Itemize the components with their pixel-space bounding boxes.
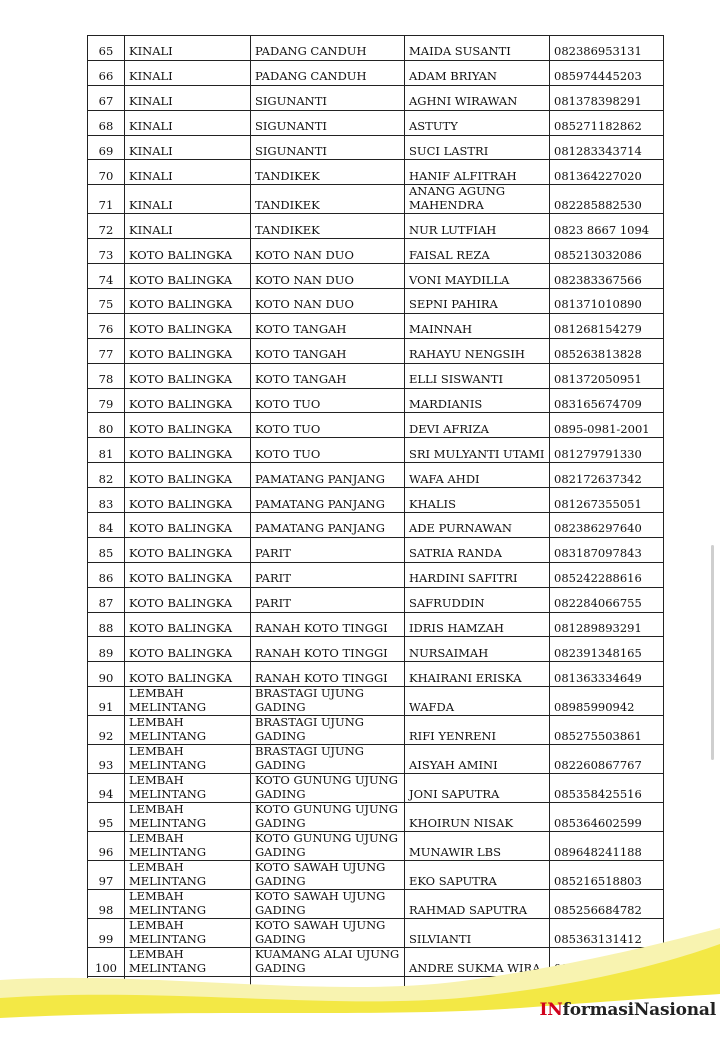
table-row	[88, 85, 664, 110]
cell-hp: 085358425516	[550, 774, 664, 803]
cell-nama: SILVIANTI	[405, 919, 550, 948]
cell-no: 84	[88, 513, 125, 538]
cell-nama: MUNAWIR LBS	[405, 832, 550, 861]
cell-no: 95	[88, 803, 125, 832]
cell-hp: 085213032086	[550, 239, 664, 264]
cell-hp: 081364227020	[550, 160, 664, 185]
cell-kecamatan: KOTO BALINGKA	[125, 388, 251, 413]
cell-hp: 0895-0981-2001	[550, 413, 664, 438]
cell-desa: PAMATANG PANJANG	[251, 488, 405, 513]
cell-hp: 081279791330	[550, 438, 664, 463]
cell-desa: KOTO GUNUNG UJUNG GADING	[251, 774, 405, 803]
cell-no: 87	[88, 587, 125, 612]
cell-no: 74	[88, 264, 125, 289]
participant-table-container	[87, 35, 663, 1002]
table-row	[88, 537, 664, 562]
cell-desa: KOTO TUO	[251, 388, 405, 413]
table-row	[88, 687, 664, 716]
brand-prefix: IN	[539, 1000, 563, 1020]
table-row	[88, 587, 664, 612]
table-row	[88, 861, 664, 890]
cell-no: 67	[88, 85, 125, 110]
cell-hp: 081372050951	[550, 363, 664, 388]
cell-kecamatan: LEMBAH MELINTANG	[125, 890, 251, 919]
cell-desa: KOTO TANGAH	[251, 363, 405, 388]
cell-desa: KOTO NAN DUO	[251, 239, 405, 264]
cell-no: 78	[88, 363, 125, 388]
cell-desa: SIGUNANTI	[251, 85, 405, 110]
table-row	[88, 463, 664, 488]
cell-kecamatan: LEMBAH MELINTANG	[125, 861, 251, 890]
table-body	[88, 36, 664, 1002]
cell-nama: MAIDA SUSANTI	[405, 36, 550, 61]
cell-nama: WAFA AHDI	[405, 463, 550, 488]
cell-nama: IDRIS HAMZAH	[405, 612, 550, 637]
cell-desa: RANAH KOTO TINGGI	[251, 637, 405, 662]
cell-desa: SIGUNANTI	[251, 110, 405, 135]
cell-desa: PARIT	[251, 587, 405, 612]
cell-desa: RANAH KOTO TINGGI	[251, 662, 405, 687]
cell-hp: 083187097843	[550, 537, 664, 562]
cell-desa: KOTO TANGAH	[251, 313, 405, 338]
cell-kecamatan: LEMBAH MELINTANG	[125, 948, 251, 977]
cell-desa: KOTO NAN DUO	[251, 289, 405, 314]
table-row	[88, 716, 664, 745]
cell-no: 69	[88, 135, 125, 160]
cell-nama: MARDIANIS	[405, 388, 550, 413]
cell-no: 65	[88, 36, 125, 61]
cell-kecamatan: KOTO BALINGKA	[125, 612, 251, 637]
cell-hp: 082284066755	[550, 587, 664, 612]
cell-nama: MAINNAH	[405, 313, 550, 338]
cell-desa: PAMATANG PANJANG	[251, 513, 405, 538]
cell-hp: 082260867767	[550, 745, 664, 774]
cell-nama: SEPNI PAHIRA	[405, 289, 550, 314]
cell-nama: AISYAH AMINI	[405, 745, 550, 774]
cell-nama: RAHAYU NENGSIH	[405, 338, 550, 363]
cell-kecamatan: LEMBAH MELINTANG	[125, 919, 251, 948]
cell-desa: KOTO SAWAH UJUNG GADING	[251, 861, 405, 890]
cell-hp: 081283343714	[550, 135, 664, 160]
table-row	[88, 803, 664, 832]
cell-kecamatan: KOTO BALINGKA	[125, 562, 251, 587]
cell-desa: KOTO SAWAH UJUNG GADING	[251, 919, 405, 948]
footer-wave	[0, 900, 720, 1042]
cell-no: 94	[88, 774, 125, 803]
cell-no: 71	[88, 185, 125, 214]
cell-kecamatan: LEMBAH MELINTANG	[125, 803, 251, 832]
table-row	[88, 438, 664, 463]
table-row	[88, 110, 664, 135]
table-row	[88, 363, 664, 388]
cell-desa: TANDIKEK	[251, 214, 405, 239]
cell-no: 82	[88, 463, 125, 488]
cell-hp: 08985990942	[550, 687, 664, 716]
cell-kecamatan: KOTO BALINGKA	[125, 637, 251, 662]
cell-nama: ASTUTY	[405, 110, 550, 135]
cell-nama: AGHNI WIRAWAN	[405, 85, 550, 110]
cell-hp: 0823 8667 1094	[550, 214, 664, 239]
table-row	[88, 239, 664, 264]
cell-no: 92	[88, 716, 125, 745]
cell-kecamatan: KOTO BALINGKA	[125, 413, 251, 438]
table-row	[88, 388, 664, 413]
cell-desa: PADANG CANDUH	[251, 36, 405, 61]
cell-hp: 089648241188	[550, 832, 664, 861]
table-row	[88, 160, 664, 185]
cell-no: 72	[88, 214, 125, 239]
cell-no: 75	[88, 289, 125, 314]
table-row	[88, 135, 664, 160]
cell-nama: KHOIRUN NISAK	[405, 803, 550, 832]
cell-hp: 082285882530	[550, 185, 664, 214]
cell-kecamatan: KOTO BALINGKA	[125, 513, 251, 538]
cell-no: 83	[88, 488, 125, 513]
cell-kecamatan: KINALI	[125, 135, 251, 160]
table-row	[88, 488, 664, 513]
cell-nama: ELLI SISWANTI	[405, 363, 550, 388]
scrollbar[interactable]	[711, 545, 714, 760]
cell-desa: KOTO SAWAH UJUNG GADING	[251, 890, 405, 919]
cell-hp: 082386297640	[550, 513, 664, 538]
cell-kecamatan: KINALI	[125, 85, 251, 110]
table-row	[88, 562, 664, 587]
cell-kecamatan: KOTO BALINGKA	[125, 239, 251, 264]
cell-no: 66	[88, 60, 125, 85]
cell-nama: RIFI YENRENI	[405, 716, 550, 745]
cell-nama: HANIF ALFITRAH	[405, 160, 550, 185]
cell-nama: DEVI AFRIZA	[405, 413, 550, 438]
cell-no: 86	[88, 562, 125, 587]
cell-nama: RAHMAD SAPUTRA	[405, 890, 550, 919]
cell-nama: SAFRUDDIN	[405, 587, 550, 612]
cell-kecamatan: KOTO BALINGKA	[125, 313, 251, 338]
cell-nama: NURSAIMAH	[405, 637, 550, 662]
cell-desa: PARIT	[251, 537, 405, 562]
cell-desa: BRASTAGI UJUNG GADING	[251, 745, 405, 774]
table-row	[88, 289, 664, 314]
cell-desa: TANDIKEK	[251, 185, 405, 214]
cell-hp: 085263813828	[550, 338, 664, 363]
cell-desa: PAMATANG PANJANG	[251, 463, 405, 488]
cell-no: 93	[88, 745, 125, 774]
cell-nama: KHAIRANI ERISKA	[405, 662, 550, 687]
cell-no: 80	[88, 413, 125, 438]
table-row	[88, 637, 664, 662]
cell-nama: SUCI LASTRI	[405, 135, 550, 160]
table-row	[88, 313, 664, 338]
cell-desa: KOTO GUNUNG UJUNG GADING	[251, 803, 405, 832]
cell-no: 77	[88, 338, 125, 363]
cell-hp: 085242288616	[550, 562, 664, 587]
cell-desa: KOTO TANGAH	[251, 338, 405, 363]
cell-no: 99	[88, 919, 125, 948]
cell-nama: FAISAL REZA	[405, 239, 550, 264]
cell-kecamatan: LEMBAH MELINTANG	[125, 774, 251, 803]
cell-nama: SATRIA RANDA	[405, 537, 550, 562]
cell-desa: TANDIKEK	[251, 160, 405, 185]
cell-hp: 082172637342	[550, 463, 664, 488]
participant-table	[87, 35, 664, 1002]
cell-kecamatan: KOTO BALINGKA	[125, 438, 251, 463]
cell-hp: 085216518803	[550, 861, 664, 890]
cell-hp: 085256684782	[550, 890, 664, 919]
cell-kecamatan: KINALI	[125, 214, 251, 239]
table-row	[88, 612, 664, 637]
brand-rest: formasiNasional	[562, 1000, 716, 1020]
cell-nama: KHALIS	[405, 488, 550, 513]
table-row	[88, 513, 664, 538]
cell-hp: 082383367566	[550, 264, 664, 289]
cell-no: 98	[88, 890, 125, 919]
table-row	[88, 185, 664, 214]
cell-kecamatan: KOTO BALINGKA	[125, 537, 251, 562]
cell-kecamatan: KOTO BALINGKA	[125, 363, 251, 388]
cell-desa: BRASTAGI UJUNG GADING	[251, 687, 405, 716]
cell-kecamatan: KOTO BALINGKA	[125, 289, 251, 314]
cell-no: 97	[88, 861, 125, 890]
cell-hp: 085275503861	[550, 716, 664, 745]
cell-hp: 085271182862	[550, 110, 664, 135]
cell-no: 68	[88, 110, 125, 135]
cell-no: 81	[88, 438, 125, 463]
cell-kecamatan: KOTO BALINGKA	[125, 463, 251, 488]
cell-hp: 085364602599	[550, 803, 664, 832]
cell-kecamatan: KINALI	[125, 160, 251, 185]
cell-nama: WAFDA	[405, 687, 550, 716]
cell-kecamatan: KINALI	[125, 185, 251, 214]
cell-desa: PADANG CANDUH	[251, 60, 405, 85]
cell-hp: 083165674709	[550, 388, 664, 413]
cell-kecamatan: KINALI	[125, 36, 251, 61]
cell-no: 85	[88, 537, 125, 562]
cell-no: 91	[88, 687, 125, 716]
cell-kecamatan: KOTO BALINGKA	[125, 488, 251, 513]
table-row	[88, 774, 664, 803]
cell-kecamatan: KINALI	[125, 110, 251, 135]
table-row	[88, 662, 664, 687]
cell-nama: ADAM BRIYAN	[405, 60, 550, 85]
cell-kecamatan: LEMBAH MELINTANG	[125, 745, 251, 774]
cell-kecamatan: KOTO BALINGKA	[125, 662, 251, 687]
table-row	[88, 832, 664, 861]
cell-no: 88	[88, 612, 125, 637]
brand-watermark	[540, 1000, 717, 1020]
cell-no: 79	[88, 388, 125, 413]
table-row	[88, 264, 664, 289]
cell-kecamatan: LEMBAH MELINTANG	[125, 832, 251, 861]
cell-nama: ANANG AGUNG MAHENDRA	[405, 185, 550, 214]
cell-desa: KOTO TUO	[251, 413, 405, 438]
cell-nama: HARDINI SAFITRI	[405, 562, 550, 587]
table-row	[88, 60, 664, 85]
cell-hp: 085974445203	[550, 60, 664, 85]
cell-desa: KOTO GUNUNG UJUNG GADING	[251, 832, 405, 861]
cell-kecamatan: KOTO BALINGKA	[125, 338, 251, 363]
cell-no: 90	[88, 662, 125, 687]
cell-kecamatan: KOTO BALINGKA	[125, 264, 251, 289]
table-row	[88, 338, 664, 363]
cell-nama: EKO SAPUTRA	[405, 861, 550, 890]
cell-no: 70	[88, 160, 125, 185]
cell-hp: 082391348165	[550, 637, 664, 662]
cell-nama: NUR LUTFIAH	[405, 214, 550, 239]
cell-hp: 081289893291	[550, 612, 664, 637]
table-row	[88, 745, 664, 774]
table-row	[88, 214, 664, 239]
cell-nama: JONI SAPUTRA	[405, 774, 550, 803]
cell-no: 73	[88, 239, 125, 264]
cell-desa: RANAH KOTO TINGGI	[251, 612, 405, 637]
cell-kecamatan: LEMBAH MELINTANG	[125, 687, 251, 716]
cell-no: 89	[88, 637, 125, 662]
cell-nama: ANDRE SUKMA WIRA	[405, 948, 550, 977]
cell-kecamatan: KINALI	[125, 60, 251, 85]
cell-no: 76	[88, 313, 125, 338]
cell-desa: KUAMANG ALAI UJUNG GADING	[251, 948, 405, 977]
cell-no: 96	[88, 832, 125, 861]
cell-hp: 085363131412	[550, 919, 664, 948]
cell-desa: KOTO TUO	[251, 438, 405, 463]
cell-kecamatan: KOTO BALINGKA	[125, 587, 251, 612]
cell-hp: 081267355051	[550, 488, 664, 513]
cell-no: 100	[88, 948, 125, 977]
cell-desa: PARIT	[251, 562, 405, 587]
cell-hp: 081371010890	[550, 289, 664, 314]
table-row	[88, 36, 664, 61]
table-row	[88, 413, 664, 438]
cell-nama: ADE PURNAWAN	[405, 513, 550, 538]
cell-nama: SRI MULYANTI UTAMI	[405, 438, 550, 463]
cell-hp: 081268154279	[550, 313, 664, 338]
cell-desa: SIGUNANTI	[251, 135, 405, 160]
cell-desa: BRASTAGI UJUNG GADING	[251, 716, 405, 745]
cell-hp: 081363334649	[550, 662, 664, 687]
cell-desa: KOTO NAN DUO	[251, 264, 405, 289]
cell-nama: VONI MAYDILLA	[405, 264, 550, 289]
cell-hp: 081378398291	[550, 85, 664, 110]
cell-kecamatan: LEMBAH MELINTANG	[125, 716, 251, 745]
cell-hp: 082386953131	[550, 36, 664, 61]
